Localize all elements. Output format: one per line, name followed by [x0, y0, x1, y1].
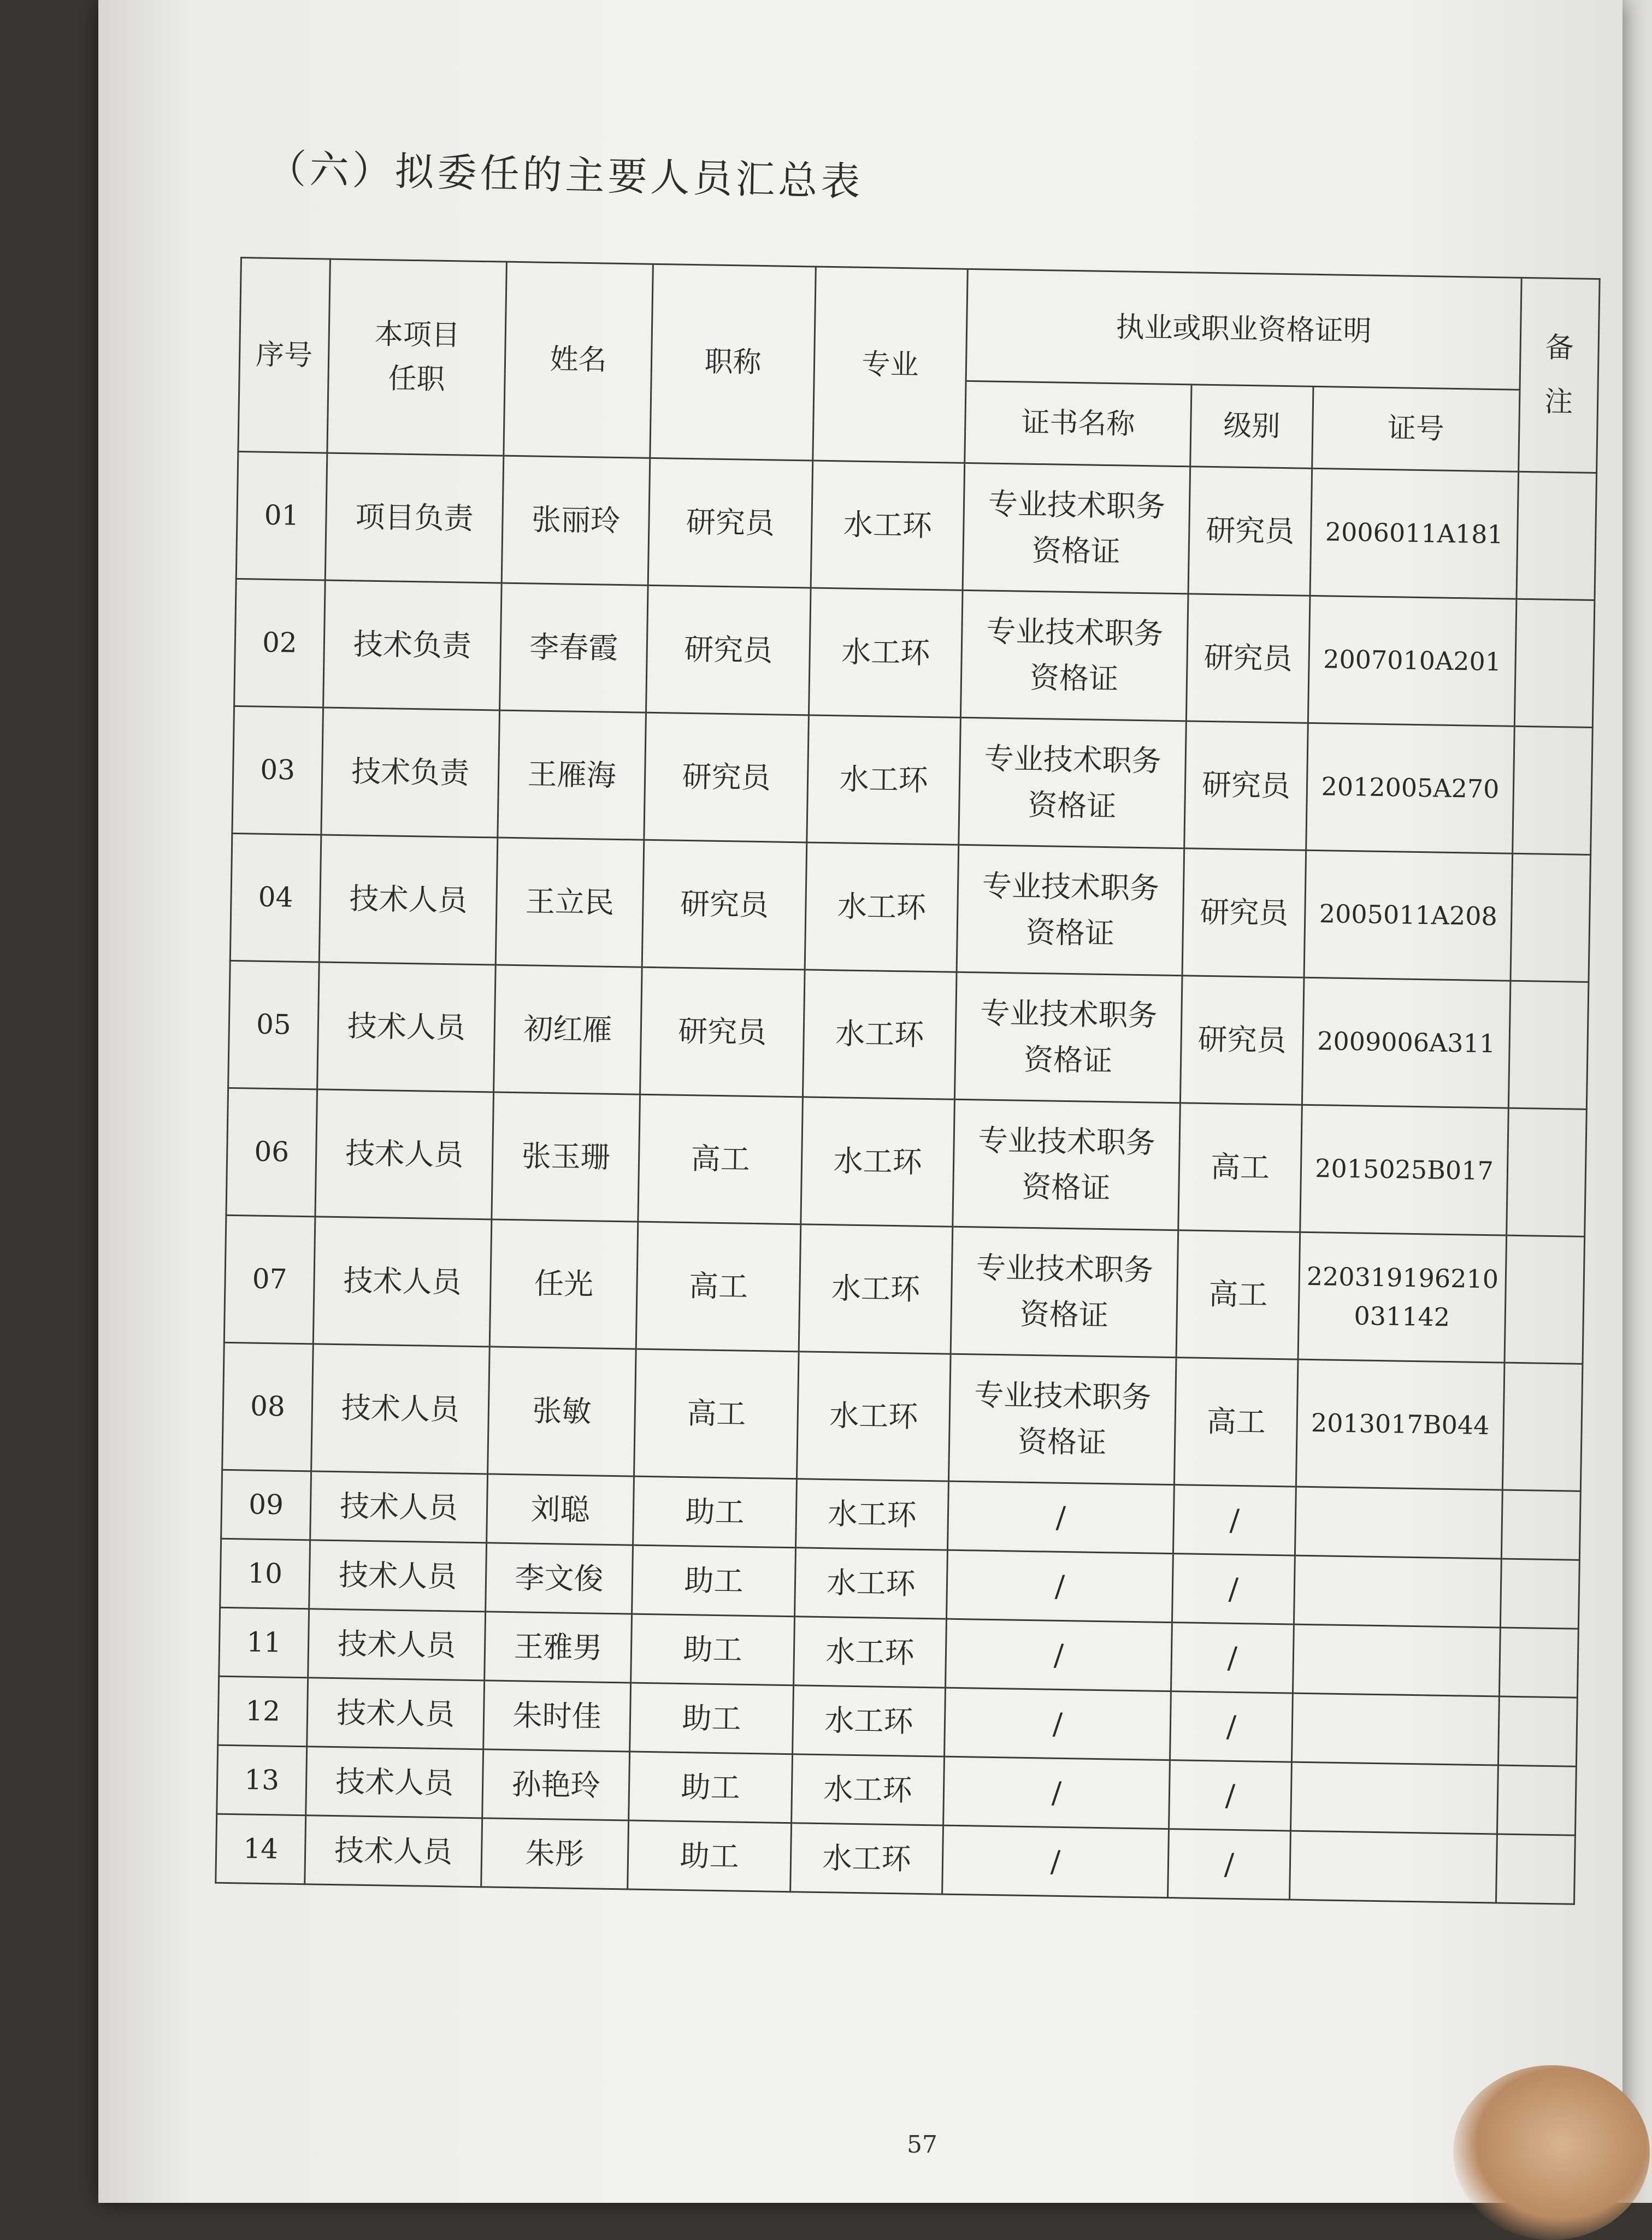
cell-seq: 12 [218, 1676, 308, 1747]
cell-major: 水工环 [807, 715, 961, 845]
cell-role: 技术人员 [317, 962, 496, 1092]
cell-level: / [1173, 1485, 1296, 1555]
cell-note [1498, 1696, 1577, 1766]
cell-seq: 09 [221, 1470, 311, 1540]
cell-level: / [1172, 1554, 1295, 1624]
cell-title: 高工 [638, 1094, 803, 1224]
cell-level: 研究员 [1184, 721, 1308, 850]
table-row [222, 1342, 1583, 1491]
header-role-line1: 本项目 [374, 318, 461, 352]
cert-no-line1: 2005011A208 [1319, 899, 1498, 932]
cell-cert-name [942, 1825, 1169, 1897]
cell-note [1502, 1363, 1583, 1491]
personnel-summary-table [215, 257, 1600, 1905]
cell-cert-name [947, 1481, 1174, 1553]
cell-name: 孙艳玲 [482, 1749, 630, 1820]
cell-level: 研究员 [1186, 594, 1310, 723]
cell-name: 朱时佳 [483, 1681, 631, 1752]
cell-note [1513, 726, 1593, 854]
cell-title: 研究员 [640, 967, 805, 1097]
table-row [224, 1215, 1584, 1364]
cert-name-line2: 资格证 [1025, 915, 1115, 951]
header-level: 级别 [1190, 385, 1313, 468]
cell-cert-name [943, 1756, 1170, 1829]
cell-note [1497, 1765, 1576, 1835]
table-row [226, 1088, 1586, 1236]
cell-level: / [1170, 1691, 1293, 1762]
cell-role: 技术人员 [305, 1815, 482, 1887]
cell-name: 李春霞 [500, 583, 648, 712]
cell-major: 水工环 [796, 1352, 951, 1481]
table-row [234, 579, 1595, 727]
cell-cert-name [954, 972, 1182, 1103]
cert-name-line1: 专业技术职务 [978, 1123, 1156, 1160]
cell-major: 水工环 [793, 1685, 946, 1756]
cell-role: 技术人员 [309, 1540, 487, 1612]
cell-title: 高工 [636, 1222, 801, 1352]
cert-name-line1: / [1055, 1500, 1066, 1535]
cell-seq: 01 [236, 451, 327, 580]
cert-no-line1 [1302, 1521, 1496, 1524]
cell-name: 王雅男 [485, 1612, 632, 1683]
cell-cert-no [1306, 723, 1515, 853]
cell-seq: 08 [222, 1342, 314, 1471]
cell-major: 水工环 [796, 1479, 949, 1550]
page-title: （六）拟委任的主要人员汇总表 [266, 145, 864, 205]
cell-title: 研究员 [648, 458, 813, 588]
cell-cert-no [1300, 1105, 1509, 1235]
cell-cert-no [1304, 850, 1513, 981]
cell-seq: 04 [230, 833, 321, 962]
cell-role: 技术人员 [311, 1344, 490, 1474]
cell-cert-no [1293, 1624, 1500, 1696]
header-major: 专业 [813, 267, 968, 463]
cell-cert-no [1291, 1693, 1499, 1765]
cell-cert-no [1296, 1359, 1504, 1490]
cell-note [1508, 981, 1589, 1109]
cert-name-line2: 资格证 [1031, 533, 1121, 569]
cert-no-line1 [1301, 1590, 1495, 1593]
cell-title: 助工 [628, 1820, 792, 1892]
cert-name-line1: / [1053, 1637, 1064, 1672]
cell-role: 技术人员 [315, 1089, 494, 1219]
cell-name: 初红雁 [494, 965, 642, 1094]
cert-name-line2: 资格证 [1021, 1169, 1111, 1206]
cell-role: 技术人员 [310, 1471, 488, 1543]
cert-name-line2: 资格证 [1027, 787, 1117, 824]
cell-seq: 06 [226, 1088, 317, 1217]
cert-no-line1 [1299, 1728, 1492, 1731]
cell-major: 水工环 [801, 1097, 955, 1227]
header-note-line1: 备 [1545, 331, 1574, 365]
cell-name: 朱彤 [481, 1818, 629, 1889]
cell-role: 项目负责 [325, 453, 504, 583]
cert-name-line2: 资格证 [1019, 1296, 1109, 1333]
table-row [232, 706, 1592, 854]
cert-no-line1: 2015025B017 [1314, 1153, 1494, 1186]
cell-note [1500, 1559, 1579, 1629]
header-role [327, 259, 507, 456]
cell-note [1514, 599, 1595, 727]
cell-role: 技术人员 [319, 835, 498, 965]
cert-name-line1: / [1054, 1569, 1065, 1604]
table-row [228, 960, 1589, 1109]
cell-title: 研究员 [644, 712, 809, 842]
document-page [98, 0, 1622, 2203]
cell-seq: 10 [220, 1538, 310, 1609]
header-qualification: 执业或职业资格证明 [966, 269, 1521, 390]
cell-title: 研究员 [646, 585, 811, 715]
cert-name-line1: / [1051, 1775, 1062, 1810]
cell-title: 研究员 [642, 840, 807, 970]
cell-title: 助工 [632, 1545, 796, 1617]
header-row-1 [239, 258, 1600, 391]
cell-cert-name [959, 717, 1187, 848]
cell-name: 张敏 [488, 1347, 636, 1476]
cert-no-line1 [1300, 1659, 1494, 1662]
cell-name: 王立民 [495, 838, 644, 967]
table-row [230, 833, 1590, 982]
cell-name: 任光 [489, 1219, 638, 1349]
cell-title: 助工 [630, 1683, 794, 1754]
cell-level: 研究员 [1180, 976, 1304, 1105]
cell-major: 水工环 [799, 1224, 953, 1354]
cell-note [1504, 1235, 1585, 1364]
cell-name: 李文俊 [486, 1543, 633, 1614]
cell-cert-name [945, 1688, 1171, 1760]
table-row [236, 451, 1596, 600]
personnel-table-container [215, 257, 1600, 1905]
cert-no-line1: 2012005A270 [1321, 771, 1500, 804]
cell-seq: 11 [219, 1607, 309, 1678]
cell-role: 技术人员 [313, 1217, 492, 1347]
cert-no-line1: 220319196210 [1306, 1261, 1499, 1294]
cert-name-line2: 资格证 [1017, 1424, 1107, 1460]
cell-role: 技术人员 [307, 1678, 485, 1749]
cell-note [1517, 471, 1597, 600]
cert-name-line1: / [1052, 1706, 1063, 1741]
cell-seq: 07 [224, 1215, 315, 1344]
cell-level: 高工 [1174, 1358, 1298, 1487]
cert-name-line2: 资格证 [1029, 660, 1119, 697]
cell-cert-no [1290, 1762, 1498, 1834]
cell-seq: 13 [217, 1745, 307, 1815]
cell-major: 水工环 [794, 1617, 947, 1688]
cell-seq: 05 [228, 960, 320, 1089]
header-note-line2: 注 [1544, 385, 1573, 419]
cell-note [1496, 1834, 1575, 1904]
header-seq: 序号 [238, 258, 331, 453]
cell-name: 张玉珊 [492, 1092, 640, 1222]
cell-cert-name [953, 1099, 1181, 1230]
cell-level: / [1171, 1623, 1294, 1693]
cell-cert-no [1310, 468, 1519, 599]
cell-cert-name [960, 590, 1188, 721]
cell-cert-name [957, 845, 1184, 975]
cell-level: 高工 [1176, 1230, 1300, 1359]
cert-name-line1: 专业技术职务 [988, 486, 1166, 524]
cell-cert-name [946, 1550, 1173, 1622]
cert-name-line1: 专业技术职务 [986, 614, 1164, 651]
cell-role: 技术人员 [306, 1747, 483, 1818]
cell-major: 水工环 [803, 970, 957, 1099]
header-role-line2: 任职 [388, 362, 445, 396]
cell-role: 技术负责 [321, 708, 500, 838]
cell-title: 助工 [629, 1752, 793, 1823]
header-cert-name: 证书名称 [965, 381, 1191, 466]
cell-note [1507, 1108, 1587, 1236]
cell-major: 水工环 [805, 842, 959, 972]
table-body [216, 451, 1597, 1904]
cell-major: 水工环 [811, 461, 965, 590]
cell-note [1501, 1490, 1580, 1560]
cell-cert-no [1294, 1555, 1501, 1628]
cert-no-line1 [1297, 1796, 1491, 1800]
cell-level: 研究员 [1182, 848, 1306, 977]
cell-role: 技术负责 [323, 580, 502, 710]
cell-level: 高工 [1178, 1103, 1302, 1232]
cell-cert-name [963, 463, 1190, 593]
cell-level: / [1169, 1760, 1292, 1831]
cell-name: 张丽玲 [502, 456, 650, 585]
cell-major: 水工环 [792, 1754, 945, 1825]
cell-seq: 03 [232, 706, 323, 835]
cert-name-line1: 专业技术职务 [982, 868, 1160, 906]
page-number: 57 [907, 2131, 937, 2159]
cert-name-line1: 专业技术职务 [976, 1250, 1154, 1288]
cert-no-line2: 031142 [1354, 1301, 1450, 1333]
cert-no-line1: 2009006A311 [1317, 1026, 1496, 1059]
cell-cert-name [948, 1354, 1176, 1484]
cell-role: 技术人员 [308, 1609, 486, 1681]
cell-title: 助工 [631, 1614, 795, 1685]
cell-cert-name [951, 1227, 1178, 1357]
cell-name: 王雁海 [498, 710, 646, 840]
header-name: 姓名 [504, 262, 653, 458]
header-cert-no: 证号 [1312, 386, 1520, 471]
cell-major: 水工环 [790, 1823, 943, 1894]
cell-cert-no [1295, 1487, 1502, 1559]
cell-cert-no [1290, 1831, 1497, 1903]
cell-cert-no [1302, 977, 1511, 1108]
cell-major: 水工环 [795, 1548, 948, 1619]
cert-name-line1: 专业技术职务 [984, 741, 1162, 779]
cert-name-line1: 专业技术职务 [980, 995, 1158, 1033]
cell-level: / [1168, 1829, 1291, 1900]
cell-cert-no [1298, 1232, 1507, 1363]
cert-no-line1 [1296, 1865, 1490, 1868]
header-title: 职称 [650, 264, 816, 461]
cert-name-line2: 资格证 [1023, 1042, 1113, 1078]
cert-name-line1: 专业技术职务 [974, 1377, 1152, 1415]
cell-cert-no [1308, 596, 1517, 726]
cell-major: 水工环 [809, 588, 963, 717]
cert-no-line1: 2007010A201 [1323, 644, 1502, 677]
cell-title: 助工 [633, 1476, 797, 1548]
cert-no-line1: 2006011A181 [1325, 517, 1504, 550]
cell-seq: 14 [216, 1814, 306, 1884]
header-note [1519, 278, 1600, 473]
cell-seq: 02 [234, 579, 326, 708]
cell-note [1499, 1628, 1578, 1697]
cell-cert-name [946, 1619, 1172, 1691]
table-header [238, 258, 1600, 473]
cert-no-line1: 2013017B044 [1311, 1408, 1490, 1441]
cell-note [1511, 853, 1591, 982]
cell-level: 研究员 [1188, 467, 1312, 596]
thumb-photo-artifact [1453, 2065, 1650, 2240]
cell-name: 刘聪 [487, 1474, 634, 1545]
cell-title: 高工 [634, 1349, 799, 1479]
cert-name-line1: / [1050, 1844, 1061, 1879]
